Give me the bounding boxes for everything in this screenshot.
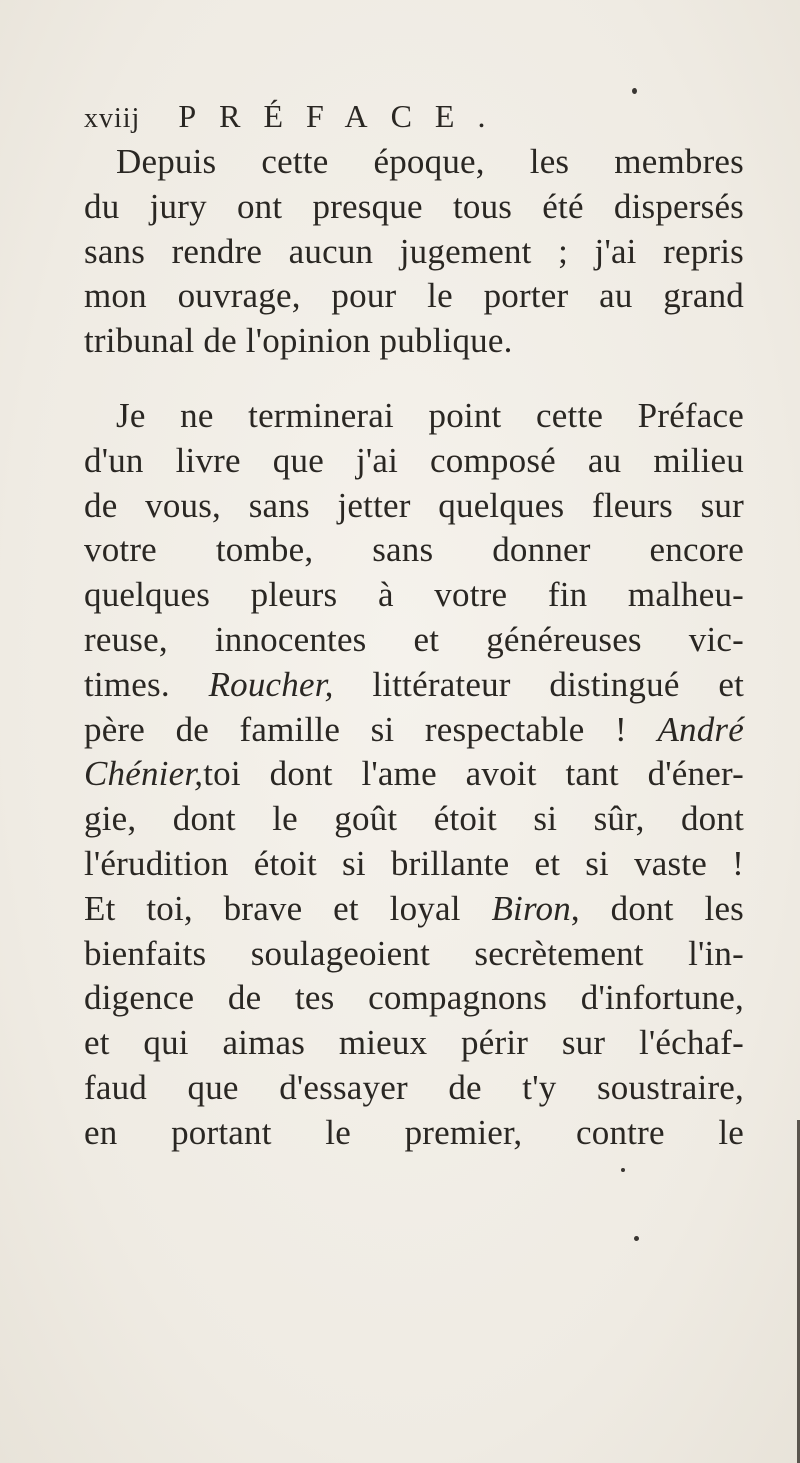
text-line: votre tombe, sans donner encore	[84, 530, 744, 570]
text-fragment: toi dont l'ame avoit tant d'éner-	[203, 754, 744, 794]
ink-speck	[632, 88, 637, 94]
text-line: en portant le premier, contre le	[84, 1112, 744, 1152]
text-line: de vous, sans jetter quelques fleurs sur	[84, 485, 744, 525]
person-name-andre: André	[657, 709, 744, 749]
paragraph-1	[84, 140, 744, 364]
text-line: reuse, innocentes et généreuses vic-	[84, 619, 744, 659]
text-fragment: littérateur distingué et	[333, 664, 745, 704]
person-name-biron: Biron	[491, 888, 571, 928]
text-line: sans rendre aucun jugement ; j'ai repris	[84, 231, 744, 271]
paragraph-gap	[84, 364, 744, 394]
text-line: mon ouvrage, pour le porter au grand	[84, 276, 744, 316]
ink-speck	[621, 1168, 625, 1172]
paragraph-2	[84, 394, 744, 1156]
text-line	[84, 708, 744, 753]
person-name-chenier: Chénier,	[84, 754, 204, 794]
running-title: PRÉFACE.	[178, 98, 509, 134]
text-fragment: times.	[84, 664, 209, 704]
text-line: tribunal de l'opinion publique.	[84, 321, 513, 361]
ink-speck	[634, 1236, 639, 1241]
person-name-roucher: Roucher,	[208, 664, 334, 704]
text-line: Depuis cette époque, les membres	[116, 142, 744, 181]
text-fragment: père de famille si respectable !	[84, 709, 658, 749]
text-line	[84, 752, 744, 797]
text-line: faud que d'essayer de t'y soustraire,	[84, 1067, 744, 1107]
text-line: Je ne terminerai point cette Préface	[116, 395, 744, 435]
text-line: du jury ont presque tous été dispersés	[84, 186, 744, 226]
text-fragment: Et toi, brave et loyal	[84, 888, 492, 928]
page-number: xviij	[84, 103, 141, 134]
text-fragment: , dont les	[570, 888, 744, 928]
text-line	[84, 887, 744, 932]
text-line: d'un livre que j'ai composé au milieu	[84, 440, 744, 480]
text-line: quelques pleurs à votre fin malheu-	[84, 575, 744, 615]
text-line: digence de tes compagnons d'infortune,	[84, 978, 744, 1018]
text-line: et qui aimas mieux périr sur l'échaf-	[84, 1023, 744, 1063]
text-line	[84, 663, 744, 708]
text-line: l'érudition étoit si brillante et si vaste !	[84, 843, 744, 883]
text-line: gie, dont le goût étoit si sûr, dont	[84, 799, 744, 839]
text-line: bienfaits soulageoient secrètement l'in-	[84, 933, 744, 973]
body-text	[84, 140, 744, 1156]
